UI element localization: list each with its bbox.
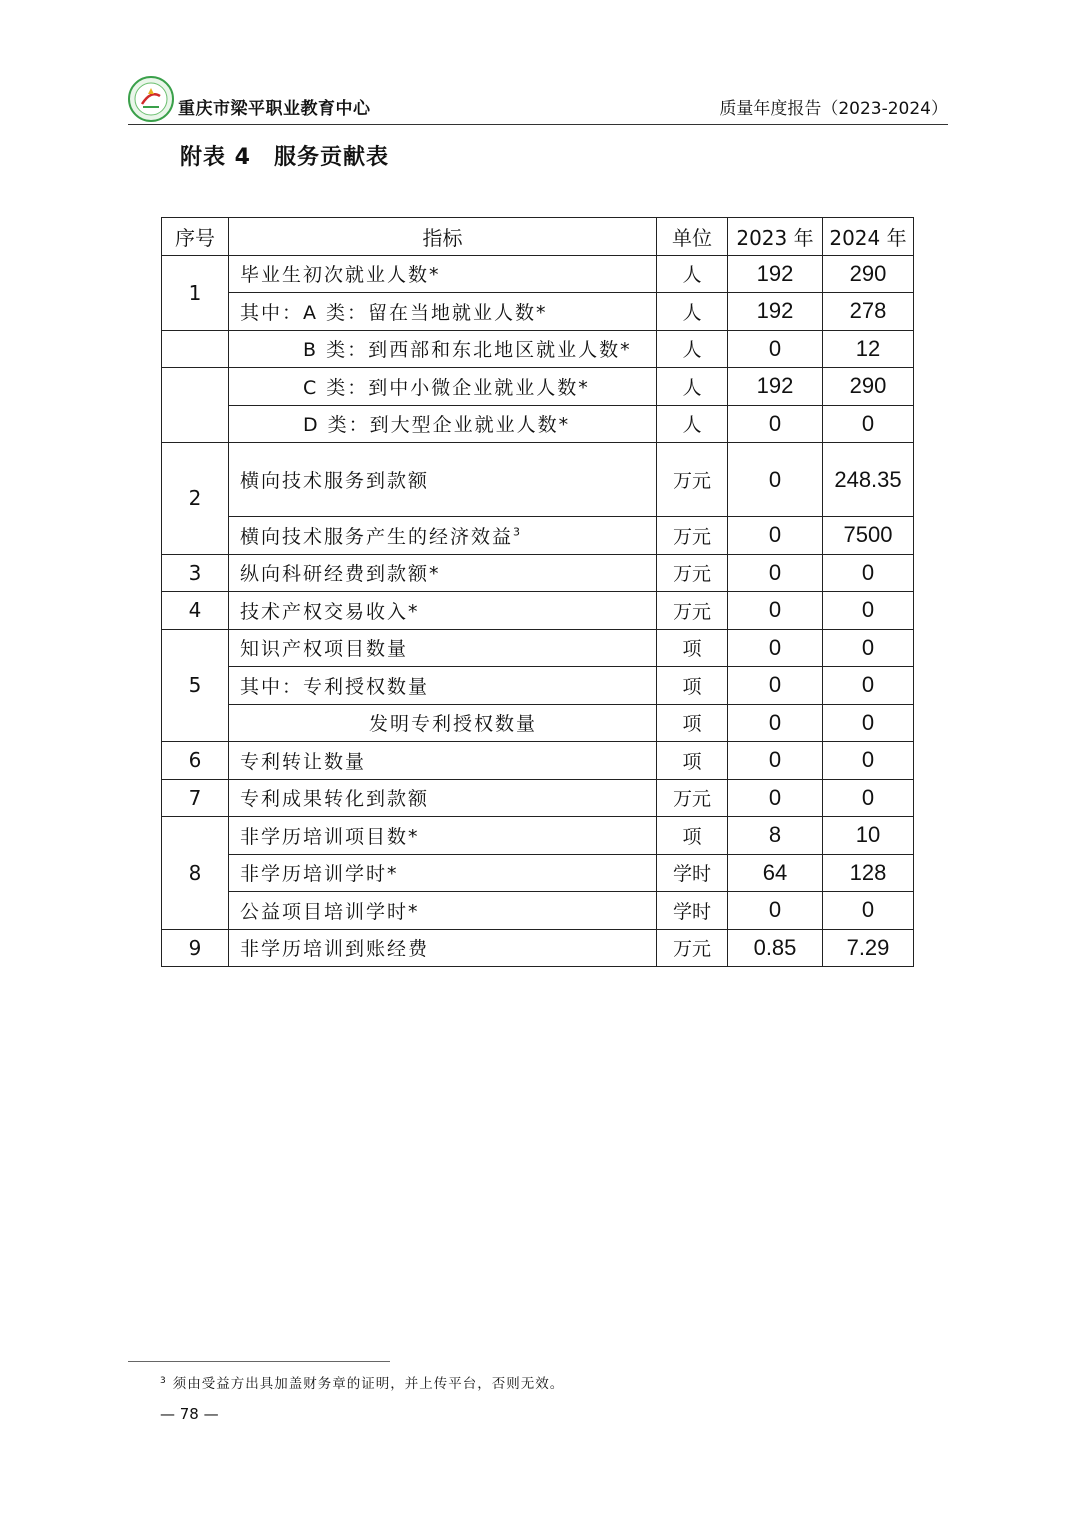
value-2024-cell: 0 [823, 704, 914, 742]
header-2024: 2024 年 [823, 218, 914, 256]
value-2023-cell: 0 [728, 405, 823, 443]
indicator-cell: D 类：到大型企业就业人数* [229, 405, 657, 443]
report-title: 质量年度报告（2023-2024） [719, 99, 948, 119]
value-2023-cell: 0 [728, 592, 823, 630]
indicator-cell: 纵向科研经费到款额* [229, 554, 657, 592]
value-2024-cell: 0 [823, 554, 914, 592]
table-row [162, 405, 914, 443]
indicator-cell: 专利成果转化到款额 [229, 779, 657, 817]
indicator-cell: C 类：到中小微企业就业人数* [229, 368, 657, 406]
value-2024-cell: 128 [823, 854, 914, 892]
header-unit: 单位 [657, 218, 728, 256]
unit-cell: 万元 [657, 929, 728, 967]
value-2023-cell: 0 [728, 443, 823, 517]
value-2024-cell: 0 [823, 779, 914, 817]
table-row [162, 330, 914, 368]
row-number: 5 [162, 629, 229, 742]
unit-cell: 万元 [657, 443, 728, 517]
table-row [162, 592, 914, 630]
indicator-cell: 发明专利授权数量 [229, 704, 657, 742]
unit-cell: 万元 [657, 554, 728, 592]
indicator-cell: 技术产权交易收入* [229, 592, 657, 630]
unit-cell: 项 [657, 667, 728, 705]
unit-cell: 人 [657, 293, 728, 331]
value-2023-cell: 0 [728, 704, 823, 742]
value-2023-cell: 192 [728, 293, 823, 331]
table-title: 附表 4 服务贡献表 [180, 145, 389, 170]
footnote-mark: 3 [160, 1375, 167, 1386]
value-2024-cell: 290 [823, 368, 914, 406]
table-row [162, 629, 914, 667]
value-2023-cell: 0 [728, 554, 823, 592]
unit-cell: 人 [657, 405, 728, 443]
table-row [162, 368, 914, 406]
row-number: 3 [162, 554, 229, 592]
value-2023-cell: 192 [728, 255, 823, 293]
page-number: — 78 — [160, 1405, 219, 1423]
footnote [160, 1372, 564, 1392]
value-2023-cell: 0 [728, 330, 823, 368]
row-number: 9 [162, 929, 229, 967]
row-number-empty [162, 368, 229, 443]
unit-cell: 学时 [657, 854, 728, 892]
row-number: 1 [162, 255, 229, 330]
table-row [162, 704, 914, 742]
unit-cell: 万元 [657, 779, 728, 817]
unit-cell: 人 [657, 330, 728, 368]
value-2023-cell: 0 [728, 779, 823, 817]
value-2024-cell: 7.29 [823, 929, 914, 967]
value-2024-cell: 278 [823, 293, 914, 331]
unit-cell: 人 [657, 368, 728, 406]
footnote-ref: 3 [513, 525, 523, 539]
row-number-empty [162, 330, 229, 368]
indicator-cell [229, 517, 657, 555]
table-row [162, 742, 914, 780]
indicator-cell: 非学历培训项目数* [229, 817, 657, 855]
value-2023-cell: 0 [728, 667, 823, 705]
indicator-cell: 横向技术服务到款额 [229, 443, 657, 517]
row-number: 7 [162, 779, 229, 817]
indicator-cell: 知识产权项目数量 [229, 629, 657, 667]
value-2024-cell: 248.35 [823, 443, 914, 517]
footnote-divider [128, 1361, 390, 1362]
value-2023-cell: 8 [728, 817, 823, 855]
value-2024-cell: 0 [823, 592, 914, 630]
row-number: 4 [162, 592, 229, 630]
row-number: 2 [162, 443, 229, 555]
unit-cell: 万元 [657, 517, 728, 555]
value-2023-cell: 0 [728, 892, 823, 930]
page-header [128, 74, 948, 125]
indicator-cell: 其中：专利授权数量 [229, 667, 657, 705]
value-2024-cell: 290 [823, 255, 914, 293]
indicator-cell: 公益项目培训学时* [229, 892, 657, 930]
table-row [162, 779, 914, 817]
table-row [162, 892, 914, 930]
table-row [162, 255, 914, 293]
value-2024-cell: 0 [823, 892, 914, 930]
unit-cell: 人 [657, 255, 728, 293]
value-2024-cell: 10 [823, 817, 914, 855]
school-logo-icon [128, 76, 174, 122]
unit-cell: 万元 [657, 592, 728, 630]
table-row [162, 443, 914, 517]
school-name: 重庆市梁平职业教育中心 [178, 99, 371, 119]
indicator-cell: B 类：到西部和东北地区就业人数* [229, 330, 657, 368]
header-no: 序号 [162, 218, 229, 256]
value-2024-cell: 0 [823, 405, 914, 443]
value-2024-cell: 0 [823, 629, 914, 667]
unit-cell: 项 [657, 629, 728, 667]
value-2023-cell: 0 [728, 517, 823, 555]
row-number: 6 [162, 742, 229, 780]
value-2023-cell: 64 [728, 854, 823, 892]
value-2024-cell: 0 [823, 667, 914, 705]
row-number: 8 [162, 817, 229, 930]
value-2024-cell: 0 [823, 742, 914, 780]
unit-cell: 项 [657, 742, 728, 780]
table-row [162, 817, 914, 855]
value-2023-cell: 0.85 [728, 929, 823, 967]
indicator-cell: 非学历培训学时* [229, 854, 657, 892]
value-2024-cell: 7500 [823, 517, 914, 555]
value-2023-cell: 192 [728, 368, 823, 406]
table-header-row [162, 218, 914, 256]
header-2023: 2023 年 [728, 218, 823, 256]
header-indicator: 指标 [229, 218, 657, 256]
table-row [162, 293, 914, 331]
table-row [162, 554, 914, 592]
value-2024-cell: 12 [823, 330, 914, 368]
unit-cell: 学时 [657, 892, 728, 930]
value-2023-cell: 0 [728, 742, 823, 780]
table-row [162, 929, 914, 967]
value-2023-cell: 0 [728, 629, 823, 667]
table-row [162, 854, 914, 892]
indicator-cell: 其中：A 类：留在当地就业人数* [229, 293, 657, 331]
unit-cell: 项 [657, 704, 728, 742]
footnote-text: 须由受益方出具加盖财务章的证明，并上传平台，否则无效。 [172, 1376, 565, 1392]
indicator-cell: 专利转让数量 [229, 742, 657, 780]
service-contribution-table [161, 217, 914, 967]
indicator-text: 横向技术服务产生的经济效益 [240, 525, 514, 548]
indicator-cell: 毕业生初次就业人数* [229, 255, 657, 293]
unit-cell: 项 [657, 817, 728, 855]
table-row [162, 517, 914, 555]
table-row [162, 667, 914, 705]
indicator-cell: 非学历培训到账经费 [229, 929, 657, 967]
